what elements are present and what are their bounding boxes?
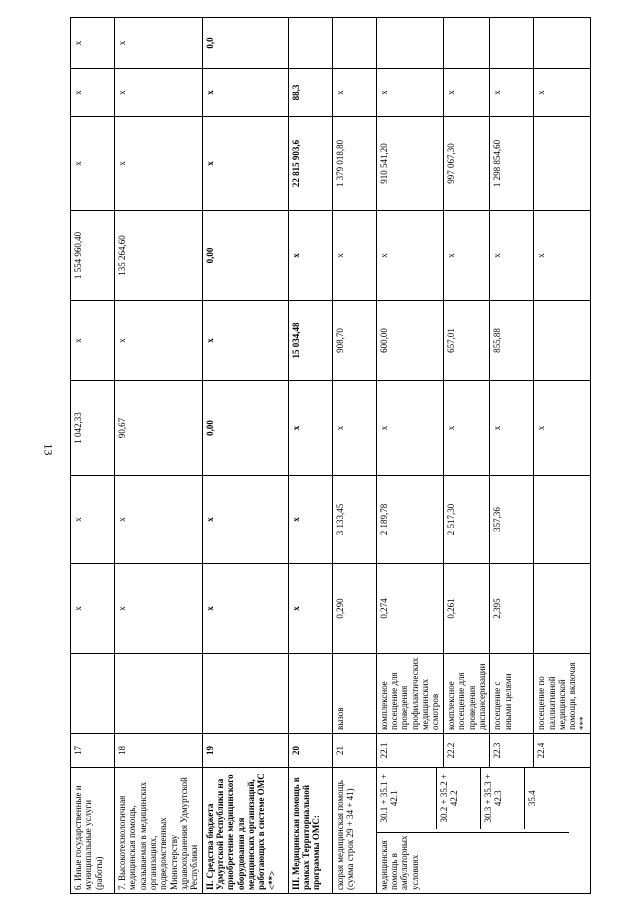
cell-line: 19: [202, 734, 288, 768]
cell-c6: [288, 18, 332, 69]
cell-c5: 88,3: [288, 69, 332, 117]
cell-unit: [71, 654, 115, 734]
row-formula: 30.1 + 35.1 + 42.1: [377, 768, 437, 829]
cell-c3: x: [490, 211, 534, 301]
cell-unit: комплексное посещение для проведения профилактических медицинских осмотров: [376, 654, 443, 734]
cell-c6: x: [115, 18, 203, 69]
cell-c1: x: [376, 381, 443, 476]
cell-c1: 1 042,33: [71, 381, 115, 476]
cell-vol: 0,261: [443, 564, 489, 654]
table-row: [288, 18, 332, 894]
cell-line: 17: [71, 734, 115, 768]
table-row: [202, 18, 288, 894]
cell-c6: [443, 18, 489, 69]
cell-cost: x: [202, 476, 288, 564]
cell-c6: [490, 18, 534, 69]
cell-c6: [332, 18, 376, 69]
cell-line: 20: [288, 734, 332, 768]
cell-unit: [202, 654, 288, 734]
cell-cost: [534, 476, 591, 564]
cell-vol: 0,290: [332, 564, 376, 654]
rotated-table-sheet: [70, 18, 588, 894]
cell-c5: x: [202, 69, 288, 117]
cell-c1: 90,67: [115, 381, 203, 476]
cell-unit: [115, 654, 203, 734]
cell-c1: x: [490, 381, 534, 476]
table-row: [71, 18, 115, 894]
cell-c5: x: [332, 69, 376, 117]
cell-c3: x: [288, 211, 332, 301]
table-row: [376, 18, 443, 894]
row-formula: 30.2 + 35.2 + 42.2: [437, 768, 481, 829]
cell-c6: [534, 18, 591, 69]
cell-c5: x: [376, 69, 443, 117]
cell-line: 22.1: [376, 734, 443, 768]
table-row: [332, 18, 376, 894]
cell-c2: 657,01: [443, 301, 489, 381]
cell-c1: x: [288, 381, 332, 476]
cell-c5: x: [443, 69, 489, 117]
cell-c2: x: [71, 301, 115, 381]
cell-c6: x: [71, 18, 115, 69]
row-name: медицинская помощь в амбулаторных условиях: [377, 832, 569, 893]
cell-c3: 135 264,60: [115, 211, 203, 301]
cell-c1: x: [443, 381, 489, 476]
budget-table: [70, 17, 591, 894]
cell-line: 22.4: [534, 734, 591, 768]
cell-c1: 0,00: [202, 381, 288, 476]
cell-unit: посещение по паллиативной медицинской помощи, включая ***: [534, 654, 591, 734]
row-name: 7. Высокотехнологичная медицинская помощь, оказываемая в медицинских организациях, подведомственных Министерству здравоохранения Удмуртской Республики: [115, 768, 203, 894]
cell-vol: x: [71, 564, 115, 654]
cell-vol: 0,274: [376, 564, 443, 654]
cell-c2: x: [202, 301, 288, 381]
cell-c2: 908,70: [332, 301, 376, 381]
cell-vol: x: [202, 564, 288, 654]
row-name: III. Медицинская помощь в рамках Территориальной программы ОМС:: [288, 768, 332, 894]
row-formula: 35.4: [526, 790, 537, 807]
table-row: [534, 18, 591, 894]
cell-c2: 15 034,48: [288, 301, 332, 381]
cell-cost: 357,36: [490, 476, 534, 564]
cell-c4: 910 541,20: [376, 117, 443, 211]
cell-cost: x: [288, 476, 332, 564]
page-number: 13: [41, 443, 56, 456]
cell-vol: x: [288, 564, 332, 654]
cell-line: 21: [332, 734, 376, 768]
table-row: [443, 18, 489, 894]
cell-c4: x: [71, 117, 115, 211]
row-formula: 30.3 + 35.3 + 42.3: [481, 768, 525, 829]
cell-unit: вызов: [332, 654, 376, 734]
cell-cost: x: [71, 476, 115, 564]
cell-unit: комплексное посещение для проведения диспансеризации: [443, 654, 489, 734]
cell-line: 18: [115, 734, 203, 768]
cell-c3: x: [443, 211, 489, 301]
cell-c3: x: [376, 211, 443, 301]
row-name: скорая медицинская помощь (сумма строк 29 + 34 + 41): [332, 768, 376, 894]
cell-c5: x: [71, 69, 115, 117]
cell-cost: 3 133,45: [332, 476, 376, 564]
cell-vol: [534, 564, 591, 654]
cell-c4: x: [202, 117, 288, 211]
cell-line: 22.2: [443, 734, 489, 768]
cell-c5: x: [490, 69, 534, 117]
cell-c4: 1 379 018,80: [332, 117, 376, 211]
table-row: [490, 18, 534, 894]
cell-c2: x: [115, 301, 203, 381]
cell-c4: [534, 117, 591, 211]
cell-unit: посещение с иными целями: [490, 654, 534, 734]
cell-c1: x: [332, 381, 376, 476]
cell-c3: 0,00: [202, 211, 288, 301]
cell-c2: [534, 301, 591, 381]
cell-unit: [288, 654, 332, 734]
cell-vol: 2,395: [490, 564, 534, 654]
cell-c4: 997 067,30: [443, 117, 489, 211]
cell-c6: [376, 18, 443, 69]
cell-c3: x: [332, 211, 376, 301]
cell-cost: x: [115, 476, 203, 564]
cell-c5: x: [534, 69, 591, 117]
table-row: [115, 18, 203, 894]
cell-c2: 600,00: [376, 301, 443, 381]
row-name-cell: [376, 768, 590, 894]
cell-c4: 22 815 903,6: [288, 117, 332, 211]
cell-cost: 2 517,30: [443, 476, 489, 564]
row-name: II. Средства бюджета Удмуртской Республики на приобретение медицинского оборудования для медицинских организаций, работающих в системе ОМС <**>: [202, 768, 288, 894]
cell-vol: x: [115, 564, 203, 654]
cell-c1: x: [534, 381, 591, 476]
cell-cost: 2 189,78: [376, 476, 443, 564]
cell-c4: 1 298 854,60: [490, 117, 534, 211]
cell-c4: x: [115, 117, 203, 211]
cell-c6: 0,0: [202, 18, 288, 69]
row-name: 6. Иные государственные и муниципальные услуги (работы): [71, 768, 115, 894]
cell-c3: x: [534, 211, 591, 301]
cell-c3: 1 554 960,40: [71, 211, 115, 301]
cell-c2: 855,88: [490, 301, 534, 381]
cell-line: 22.3: [490, 734, 534, 768]
cell-c5: x: [115, 69, 203, 117]
